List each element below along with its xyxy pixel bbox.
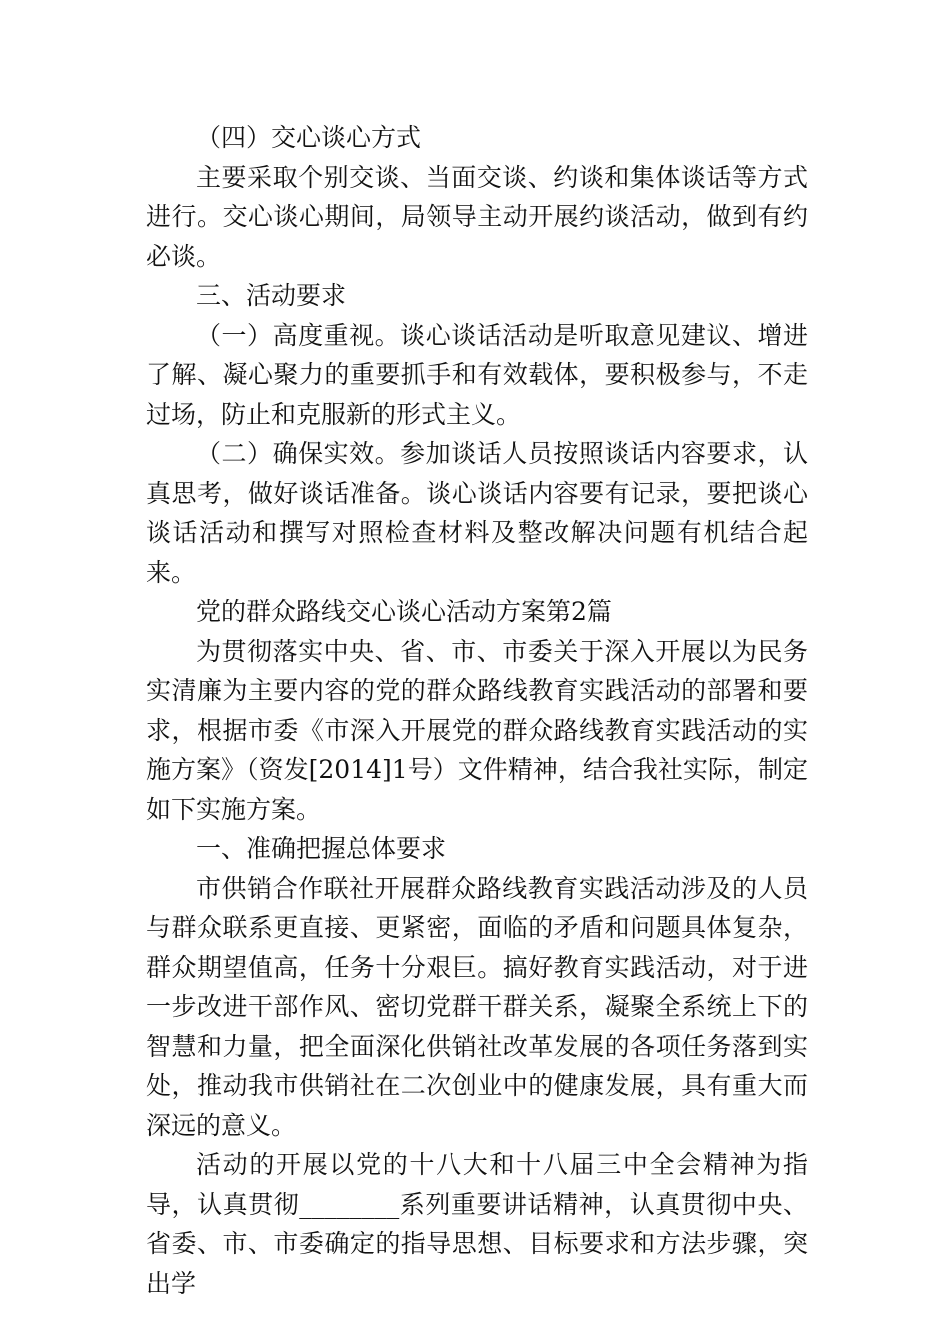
body-paragraph: 活动的开展以党的十八大和十八届三中全会精神为指导，认真贯彻________系列重要讲话精神，认真贯彻中央、省委、市、市委确定的指导思想、目标要求和方法步骤，突出学: [146, 1150, 808, 1298]
section-heading: 一、准确把握总体要求: [196, 834, 447, 863]
article-title: 党的群众路线交心谈心活动方案第2篇: [196, 597, 612, 626]
section-heading: （四）交心谈心方式: [196, 123, 422, 152]
body-paragraph: （一）高度重视。谈心谈话活动是听取意见建议、增进了解、凝心聚力的重要抓手和有效载体，要积极参与，不走过场，防止和克服新的形式主义。: [146, 320, 808, 429]
document-body: [146, 118, 808, 1303]
section-heading: 三、活动要求: [196, 281, 347, 310]
body-paragraph: 为贯彻落实中央、省、市、市委关于深入开展以为民务实清廉为主要内容的党的群众路线教育实践活动的部署和要求，根据市委《市深入开展党的群众路线教育实践活动的实施方案》（资发[2014]1号）文件精神，结合我社实际，制定如下实施方案。: [146, 636, 808, 824]
body-paragraph: 市供销合作联社开展群众路线教育实践活动涉及的人员与群众联系更直接、更紧密，面临的矛盾和问题具体复杂，群众期望值高，任务十分艰巨。搞好教育实践活动，对于进一步改进干部作风、密切党群干群关系，凝聚全系统上下的智慧和力量，把全面深化供销社改革发展的各项任务落到实处，推动我市供销社在二次创业中的健康发展，具有重大而深远的意义。: [146, 873, 808, 1140]
body-paragraph: （二）确保实效。参加谈话人员按照谈话内容要求，认真思考，做好谈话准备。谈心谈话内容要有记录，要把谈心谈话活动和撰写对照检查材料及整改解决问题有机结合起来。: [146, 439, 808, 587]
body-paragraph: 主要采取个别交谈、当面交谈、约谈和集体谈话等方式进行。交心谈心期间，局领导主动开展约谈活动，做到有约必谈。: [146, 162, 808, 271]
